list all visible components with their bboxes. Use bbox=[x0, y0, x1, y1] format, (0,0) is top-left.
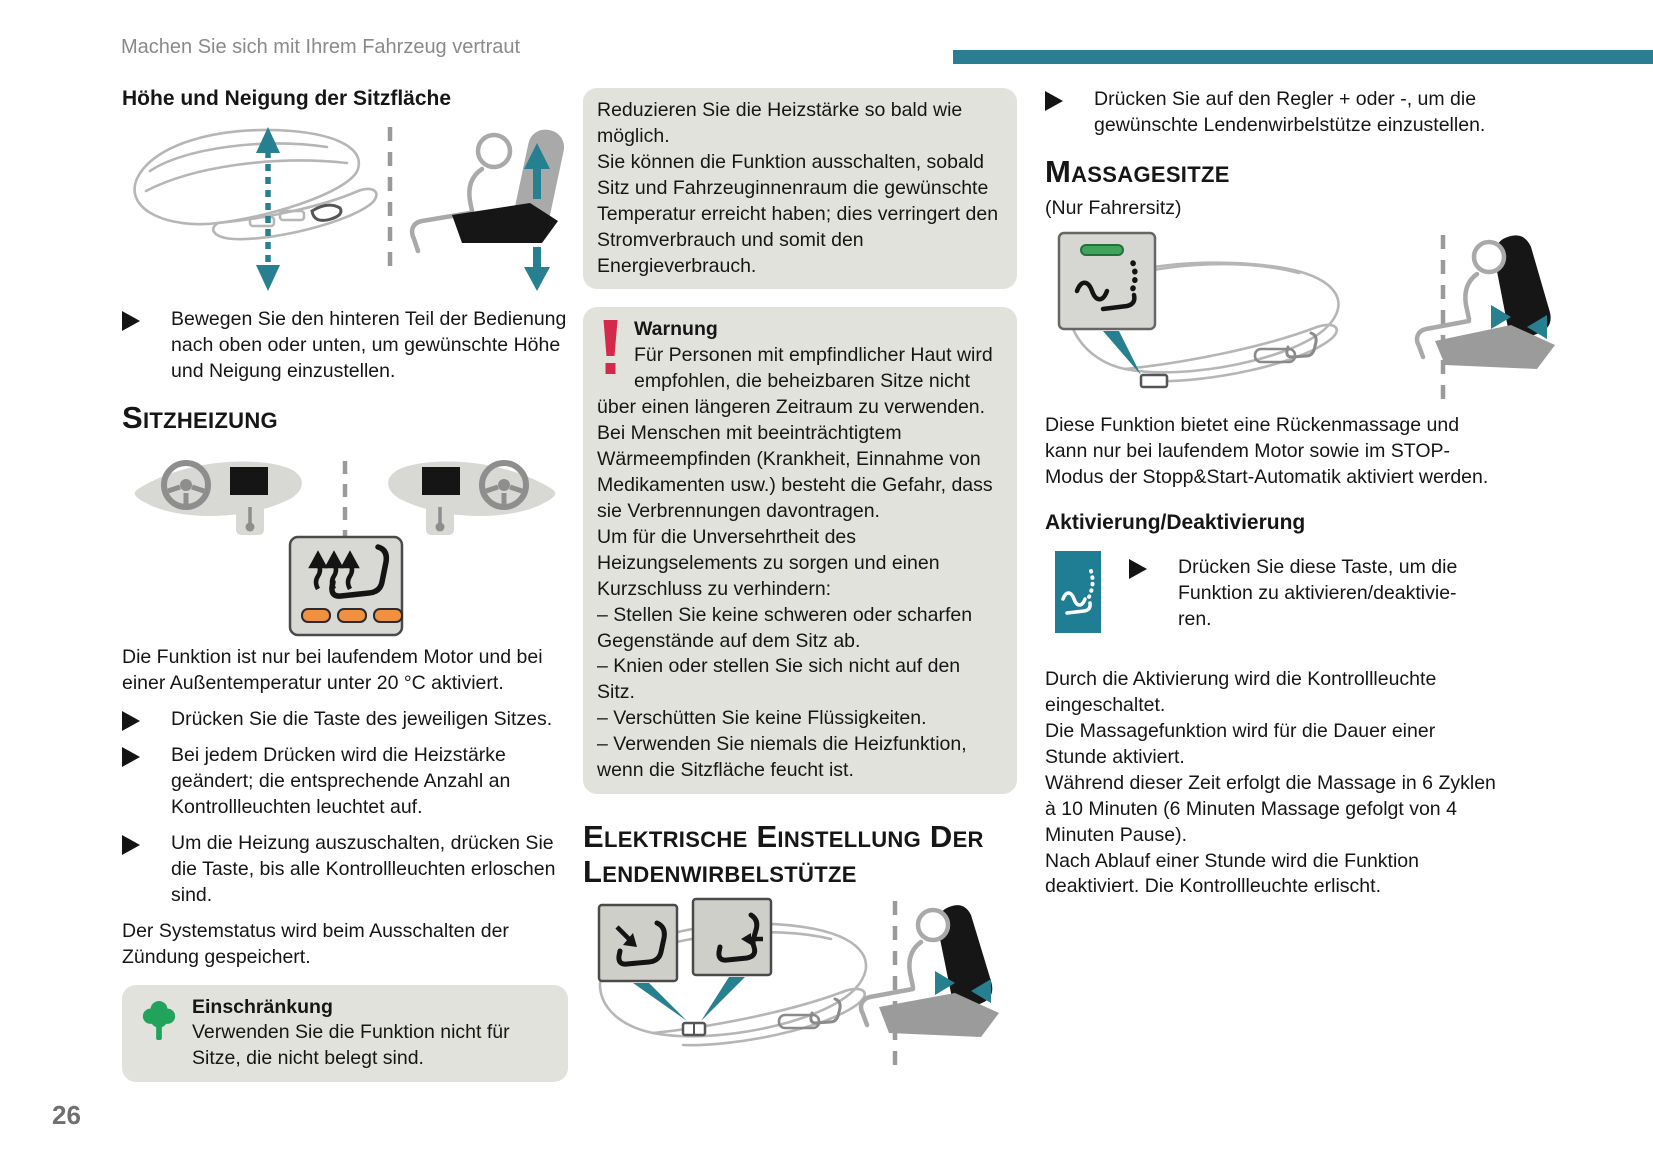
bullet-arrow-icon bbox=[122, 711, 158, 731]
seat-height-bullet bbox=[122, 307, 568, 385]
seated-figure bbox=[1417, 236, 1555, 370]
pointer-triangle bbox=[633, 983, 687, 1021]
bullet-text: Bei jedem Drücken wird die Heizstärke geändert; die entsprechende Anzahl an Kontrollleuchten leuchtet auf. bbox=[171, 744, 511, 819]
activation-row bbox=[1045, 551, 1500, 641]
seat-switch bbox=[1141, 375, 1167, 387]
massage-seat-illustration bbox=[1045, 227, 1605, 405]
heating-note: Der Systemstatus wird beim Ausschalten der Zündung gespeichert. bbox=[122, 919, 509, 968]
bullet-arrow-icon bbox=[122, 747, 158, 767]
massage-subtitle: (Nur Fahrersitz) bbox=[1045, 196, 1182, 219]
warning-exclamation-icon bbox=[601, 320, 620, 384]
warning-paragraph: Für Personen mit empfindlicher Haut wird empfohlen, die beheizbaren Sitze nicht über einen längeren Zeitraum zu verwenden. bbox=[597, 344, 993, 419]
massage-button bbox=[1059, 233, 1155, 329]
heating-bullet-3 bbox=[122, 831, 568, 909]
seat-height-title: Höhe und Neigung der Sitzfläche bbox=[122, 87, 452, 110]
lumbar-button-2 bbox=[693, 899, 771, 975]
seated-figure bbox=[412, 126, 567, 291]
bullet-arrow-icon bbox=[1129, 559, 1165, 579]
bullet-text bbox=[1178, 555, 1457, 633]
column-middle bbox=[583, 85, 1017, 1079]
tree-icon bbox=[140, 998, 178, 1052]
seat-height-tilt-illustration bbox=[122, 119, 568, 297]
details-paragraph: Während dieser Zeit erfolgt die Massage in 6 Zyklen à 10 Minuten (6 Minuten Massage gefolgt von 4 Minuten Pause). bbox=[1045, 771, 1496, 846]
header-accent-rule bbox=[953, 50, 1653, 64]
page-header-title: Machen Sie sich mit Ihrem Fahrzeug vertraut bbox=[121, 36, 521, 58]
right-dashboard bbox=[388, 462, 555, 536]
restriction-box bbox=[122, 985, 568, 1083]
warning-paragraph: – Verwenden Sie niemals die Heizfunktion, wenn die Sitzfläche feucht ist. bbox=[597, 733, 967, 782]
eco-note-box bbox=[583, 88, 1017, 289]
lumbar-section-title: Elektrische Einstellung Der Lendenwirbelstütze bbox=[583, 819, 984, 889]
activation-title: Aktivierung/Deaktivierung bbox=[1045, 511, 1306, 535]
heat-level-indicators bbox=[302, 609, 402, 622]
restriction-text: Verwenden Sie die Funktion nicht für Sitze, die nicht belegt sind. bbox=[192, 1021, 510, 1070]
details-paragraph: Nach Ablauf einer Stunde wird die Funktion deaktiviert. Die Kontrollleuchte erlischt. bbox=[1045, 849, 1419, 898]
warning-title: Warnung bbox=[634, 318, 718, 341]
massage-intro: Diese Funktion bietet eine Rückenmassage und kann nur bei laufendem Motor sowie im STOP-Modus der Stopp&Start-Automatik aktiviert werden. bbox=[1045, 414, 1489, 489]
warning-box bbox=[583, 307, 1017, 794]
seat-heating-illustration bbox=[122, 441, 568, 637]
heating-intro: Die Funktion ist nur bei laufendem Motor und bei einer Außentemperatur unter 20 °C aktiviert. bbox=[122, 646, 543, 695]
lumbar-button-1 bbox=[599, 905, 677, 981]
heating-bullet-1 bbox=[122, 707, 568, 733]
bullet-line: Funktion zu aktivieren/deaktivie- bbox=[1178, 582, 1457, 605]
bullet-line: Drücken Sie diese Taste, um die bbox=[1178, 556, 1458, 579]
bullet-text: Um die Heizung auszuschalten, drücken Sie die Taste, bis alle Kontrollleuchten erloschen sind. bbox=[171, 831, 556, 906]
bullet-arrow-icon bbox=[1045, 91, 1081, 111]
indicator-led bbox=[1081, 245, 1123, 255]
details-paragraph: Die Massagefunktion wird für die Dauer einer Stunde aktiviert. bbox=[1045, 719, 1436, 768]
bullet-arrow-icon bbox=[122, 311, 158, 331]
massage-button-icon bbox=[1055, 551, 1101, 641]
seat-control-lever bbox=[312, 205, 341, 220]
dashed-double-arrow-icon bbox=[256, 127, 280, 291]
page-number: 26 bbox=[52, 1100, 81, 1130]
warning-paragraph: Um für die Unversehrtheit des Heizungselements zu sorgen und einen Kurzschluss zu verhindern: bbox=[597, 525, 940, 600]
warning-paragraph: – Knien oder stellen Sie sich nicht auf den Sitz. bbox=[597, 655, 961, 704]
massage-section-title: Massagesitze bbox=[1045, 153, 1230, 189]
left-dashboard bbox=[135, 462, 302, 536]
seated-figure bbox=[861, 906, 999, 1038]
column-right bbox=[1045, 85, 1500, 900]
bullet-text: Bewegen Sie den hinteren Teil der Bedienung nach oben oder unten, um gewünschte Höhe und Neigung einzustellen. bbox=[171, 307, 567, 382]
pointer-triangle bbox=[701, 977, 745, 1021]
eco-paragraph: Reduzieren Sie die Heizstärke so bald wie möglich. bbox=[597, 99, 963, 147]
heated-seat-button bbox=[290, 537, 402, 635]
heating-section-title: Sitzheizung bbox=[122, 399, 278, 435]
lumbar-bullet bbox=[1045, 87, 1500, 139]
lumbar-adjustment-illustration bbox=[583, 895, 1017, 1073]
bullet-line: ren. bbox=[1178, 608, 1212, 631]
warning-paragraph: – Verschütten Sie keine Flüssigkeiten. bbox=[597, 707, 927, 730]
bullet-text: Drücken Sie auf den Regler + oder -, um die gewünschte Lendenwirbelstütze einzustellen. bbox=[1094, 88, 1486, 136]
warning-paragraph: – Stellen Sie keine schweren oder scharfen Gegenstände auf dem Sitz ab. bbox=[597, 603, 973, 652]
restriction-title: Einschränkung bbox=[192, 995, 333, 1018]
heating-bullet-2 bbox=[122, 743, 568, 821]
seat-line-art bbox=[135, 130, 377, 239]
eco-paragraph: Sie können die Funktion ausschalten, sobald Sitz und Fahrzeuginnenraum die gewünschte Temperatur erreicht haben; dies verringert den Stromverbrauch und somit den Energieverbrauch. bbox=[597, 150, 999, 277]
bullet-text: Drücken Sie die Taste des jeweiligen Sitzes. bbox=[171, 708, 553, 731]
column-left bbox=[122, 85, 568, 1082]
massage-details bbox=[1045, 667, 1500, 900]
warning-paragraph: Bei Menschen mit beeinträchtigtem Wärmeempfinden (Krankheit, Einnahme von Medikamenten usw.) besteht die Gefahr, dass sie Verbrennungen davontragen. bbox=[597, 422, 993, 522]
bullet-arrow-icon bbox=[122, 835, 158, 855]
activation-bullet bbox=[1129, 555, 1457, 633]
details-paragraph: Durch die Aktivierung wird die Kontrollleuchte eingeschaltet. bbox=[1045, 668, 1437, 717]
